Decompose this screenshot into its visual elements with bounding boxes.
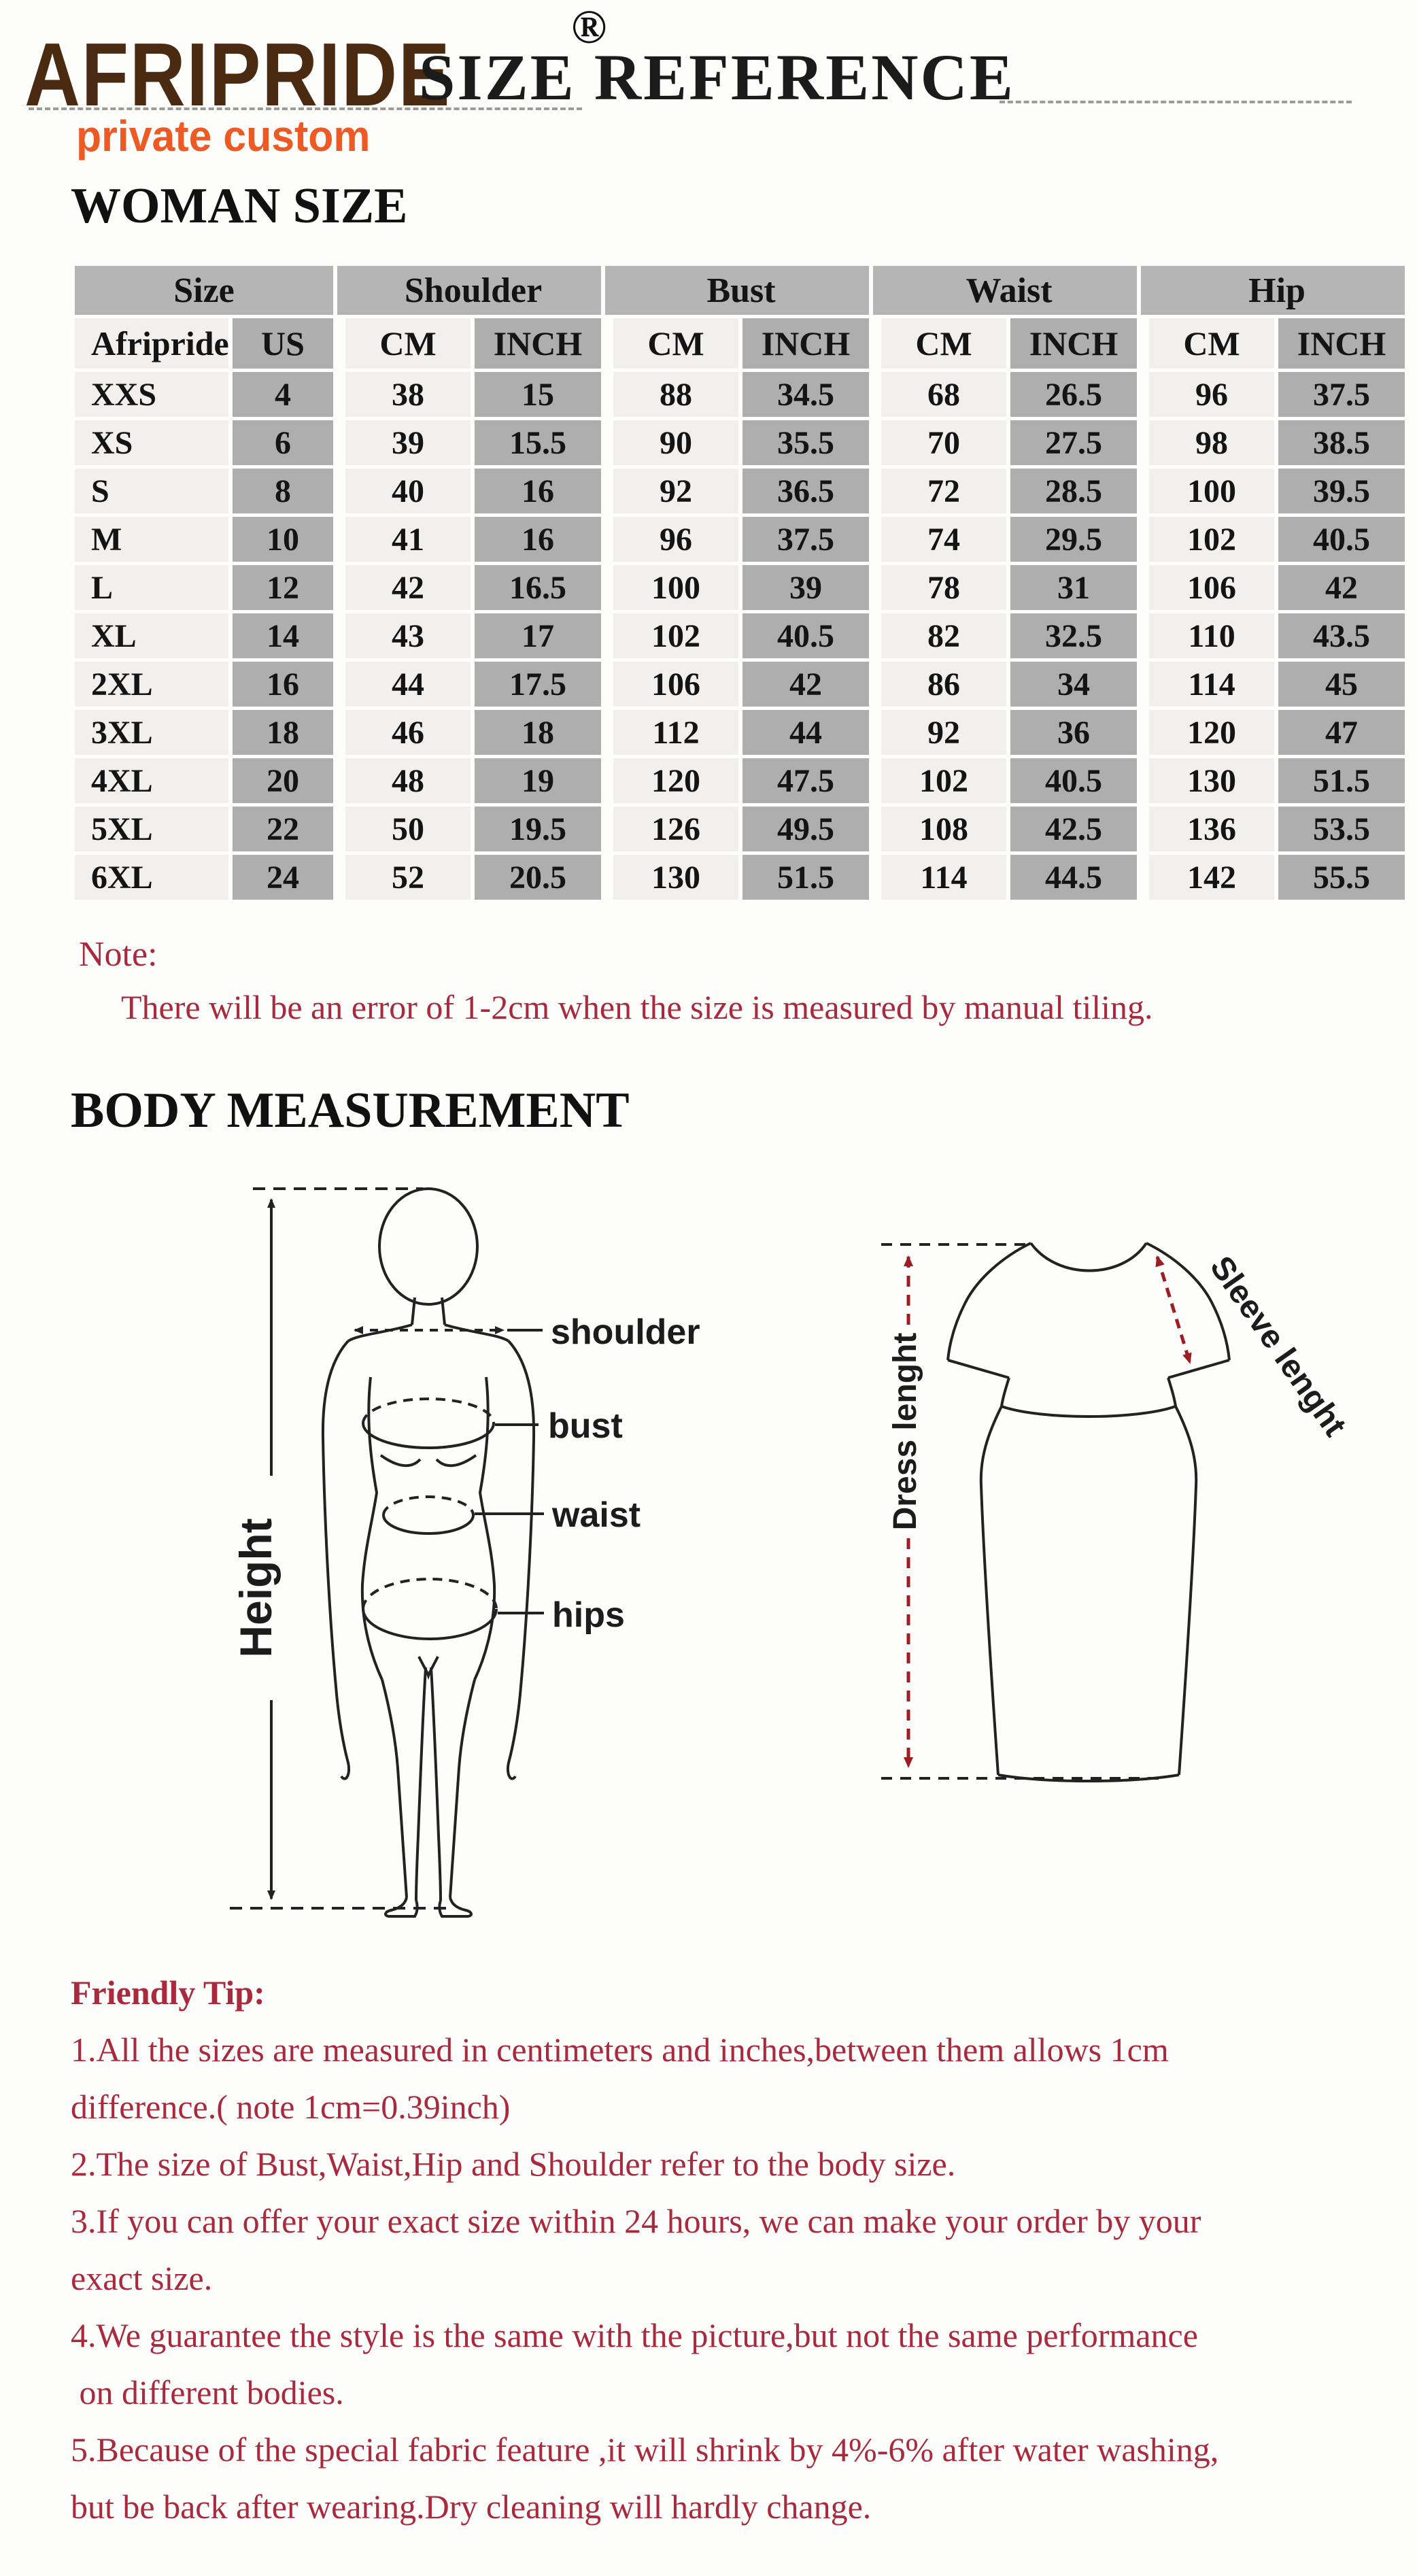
waist-seam <box>1002 1406 1176 1417</box>
tip-line: on different bodies. <box>71 2373 344 2411</box>
neckline <box>1031 1243 1146 1271</box>
bust-ellipse-bottom <box>363 1423 494 1448</box>
crotch-line <box>419 1657 438 1676</box>
tip-line: difference.( note 1cm=0.39inch) <box>71 2088 511 2126</box>
left-bodice-side <box>1002 1378 1009 1406</box>
friendly-tip-heading: Friendly Tip: <box>71 1973 265 2012</box>
col-bust-cm: CM <box>605 318 738 369</box>
size-table <box>71 262 1409 903</box>
group-shoulder: Shoulder <box>337 266 601 315</box>
group-size: Size <box>75 266 333 315</box>
right-leg-inner <box>431 1667 441 1901</box>
table-row: 6XL 24 52 20.5 130 51.5 114 44.5 142 55.5 <box>75 855 1405 900</box>
tip-line: exact size. <box>71 2259 213 2297</box>
waist-ellipse-bottom <box>383 1515 473 1533</box>
tip-line: 1.All the sizes are measured in centimeters and inches,between them allows 1cm <box>71 2031 1169 2069</box>
sleeve-length-arrow <box>1157 1257 1190 1363</box>
right-shoulder <box>445 1325 509 1341</box>
brand-logo: AFRIPRIDE <box>24 24 451 124</box>
sleeve-length-label: Sleeve lenght <box>1202 1249 1353 1443</box>
right-bodice-side <box>1168 1378 1176 1406</box>
right-arm <box>508 1341 534 1779</box>
registered-trademark-icon: ® <box>571 1 607 54</box>
col-waist-inch: INCH <box>1010 318 1137 369</box>
woman-size-heading: WOMAN SIZE <box>71 178 408 234</box>
skirt-right <box>1176 1406 1196 1775</box>
group-waist: Waist <box>873 266 1137 315</box>
table-row: XL 14 43 17 102 40.5 82 32.5 110 43.5 <box>75 613 1405 658</box>
tip-line: 4.We guarantee the style is the same with the picture,but not the same performance <box>71 2316 1198 2354</box>
brand-tagline: private custom <box>76 112 371 160</box>
col-afripride: Afripride <box>75 318 228 369</box>
note-label: Note: <box>79 935 158 974</box>
torso-left <box>362 1377 382 1680</box>
table-subheader-row <box>75 318 1405 369</box>
underbust-curves <box>381 1455 476 1465</box>
tip-line: 3.If you can offer your exact size within 24 hours, we can make your order by your <box>71 2202 1201 2240</box>
table-row: S 8 40 16 92 36.5 72 28.5 100 39.5 <box>75 469 1405 513</box>
hips-label: hips <box>552 1595 625 1635</box>
tip-line: 5.Because of the special fabric feature ,it will shrink by 4%-6% after water washing, <box>71 2430 1219 2469</box>
table-row: M 10 41 16 96 37.5 74 29.5 102 40.5 <box>75 517 1405 562</box>
skirt-left <box>981 1406 1002 1775</box>
shoulder-label: shoulder <box>551 1312 700 1352</box>
col-waist-cm: CM <box>873 318 1006 369</box>
torso-right <box>475 1377 494 1680</box>
waist-label: waist <box>552 1495 641 1535</box>
waist-ellipse-top <box>383 1497 473 1515</box>
left-sleeve-outer <box>948 1243 1031 1360</box>
group-bust: Bust <box>605 266 869 315</box>
bust-label: bust <box>548 1406 623 1446</box>
bust-ellipse-top <box>363 1399 494 1423</box>
table-row: L 12 42 16.5 100 39 78 31 106 42 <box>75 565 1405 610</box>
title-dashed-divider <box>1000 101 1352 103</box>
left-foot <box>386 1897 417 1916</box>
table-row: 5XL 22 50 19.5 126 49.5 108 42.5 136 53.5 <box>75 807 1405 851</box>
table-group-header-row <box>75 266 1405 315</box>
table-row: 4XL 20 48 19 120 47.5 102 40.5 130 51.5 <box>75 758 1405 803</box>
hips-ellipse-top <box>363 1579 496 1609</box>
table-row: 2XL 16 44 17.5 106 42 86 34 114 45 <box>75 662 1405 707</box>
note-text: There will be an error of 1-2cm when the size is measured by manual tiling. <box>121 988 1153 1026</box>
right-sleeve-hem <box>1168 1360 1229 1378</box>
group-hip: Hip <box>1141 266 1405 315</box>
col-hip-cm: CM <box>1141 318 1274 369</box>
hips-ellipse-bottom <box>363 1609 496 1639</box>
head-outline <box>379 1189 477 1304</box>
left-arm <box>323 1341 349 1779</box>
body-measurement-heading: BODY MEASUREMENT <box>71 1083 630 1138</box>
left-leg-outer <box>382 1680 407 1897</box>
measurement-diagram <box>0 1149 1417 1945</box>
table-row: 3XL 18 46 18 112 44 92 36 120 47 <box>75 710 1405 755</box>
left-leg-inner <box>416 1667 426 1901</box>
col-hip-inch: INCH <box>1278 318 1405 369</box>
table-row: XS 6 39 15.5 90 35.5 70 27.5 98 38.5 <box>75 420 1405 465</box>
col-shoulder-inch: INCH <box>475 318 601 369</box>
left-shoulder <box>348 1325 412 1341</box>
dress-hem <box>998 1775 1179 1781</box>
right-leg-outer <box>450 1680 475 1897</box>
col-shoulder-cm: CM <box>337 318 471 369</box>
dress-length-label: Dress lenght <box>887 1332 923 1531</box>
col-us: US <box>233 318 333 369</box>
height-label: Height <box>231 1518 281 1658</box>
col-bust-inch: INCH <box>742 318 869 369</box>
table-row: XXS 4 38 15 88 34.5 68 26.5 96 37.5 <box>75 372 1405 417</box>
left-sleeve-hem <box>948 1360 1009 1378</box>
page-title: SIZE REFERENCE <box>419 41 1015 114</box>
tip-line: but be back after wearing.Dry cleaning will hardly change. <box>71 2488 872 2526</box>
tip-line: 2.The size of Bust,Waist,Hip and Shoulder refer to the body size. <box>71 2145 956 2183</box>
friendly-tip-section <box>71 1964 1390 2535</box>
